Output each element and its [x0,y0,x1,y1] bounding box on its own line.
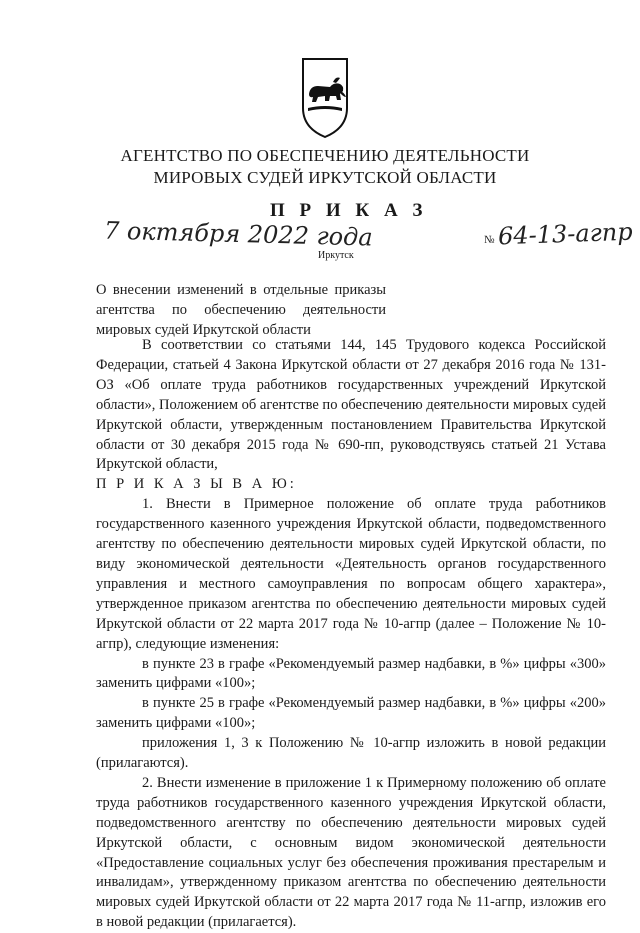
item-1a-paragraph: в пункте 23 в графе «Рекомендуемый размер надбавки, в %» цифры «300» заменить цифрами «100»; [96,655,606,692]
handwritten-date: 7 октября 2022 года [103,216,373,252]
irkutsk-coat-of-arms-babr-icon [300,56,350,140]
handwritten-number: 64-13-агпр [497,217,634,251]
item-1-paragraph: 1. Внести в Примерное положение об оплате труда работников государственного казенного учреждения Иркутской области, подведомственного агентству по обеспечению деятельности мировых судей Иркутской области, по виду экономической деятельности «Деятельность органов государственного управления и местного самоуправления по вопросам общего характера», утвержденное приказом агентства по обеспечению деятельности мировых судей Иркутской области от 22 марта 2017 года № 10-агпр (далее – Положение № 10-агпр), следующие изменения: [96,496,606,652]
document-type-title: П Р И К А З [270,200,428,221]
item-1b-paragraph: в пункте 25 в графе «Рекомендуемый размер надбавки, в %» цифры «200» заменить цифрами «100»; [96,695,606,732]
agency-name-line1: АГЕНТСТВО ПО ОБЕСПЕЧЕНИЮ ДЕЯТЕЛЬНОСТИ [120,146,530,165]
subject-line: мировых судей Иркутской области [96,322,311,338]
prikazyvayu-heading: П Р И К А З Ы В А Ю: [96,476,297,493]
item-1c-paragraph: приложения 1, 3 к Положению № 10-агпр изложить в новой редакции (прилагаются). [96,735,606,772]
subject-line: О внесении изменений в отдельные приказы [96,282,386,298]
number-prefix: № [484,234,495,246]
subject-line: агентства по обеспечению деятельности [96,302,386,318]
subject-block [96,280,386,340]
preamble-paragraph: В соответствии со статьями 144, 145 Трудового кодекса Российской Федерации, статьей 4 Закона Иркутской области от 27 декабря 2016 года № 131-ОЗ «Об оплате труда работников государственных учреждений Иркутской области», Положением об агентстве по обеспечению деятельности мировых судей Иркутской области, утвержденным постановлением Правительства Иркутской области от 30 декабря 2015 года № 690-пп, руководствуясь статьей 21 Устава Иркутской области, [96,337,606,473]
document-body [96,336,606,933]
city-label: Иркутск [318,250,354,261]
item-2-paragraph: 2. Внести изменение в приложение 1 к Примерному положению об оплате труда работников государственного казенного учреждения Иркутской области, подведомственного агентству по обеспечению деятельности мировых судей Иркутской области, с основным видом экономической деятельности «Предоставление социальных услуг без обеспечения проживания престарелым и инвалидам», утвержденному приказом агентства по обеспечению деятельности мировых судей Иркутской области от 22 марта 2017 года № 11-агпр, изложив его в новой редакции (прилагается). [96,774,606,931]
agency-name-line2: МИРОВЫХ СУДЕЙ ИРКУТСКОЙ ОБЛАСТИ [153,168,497,187]
